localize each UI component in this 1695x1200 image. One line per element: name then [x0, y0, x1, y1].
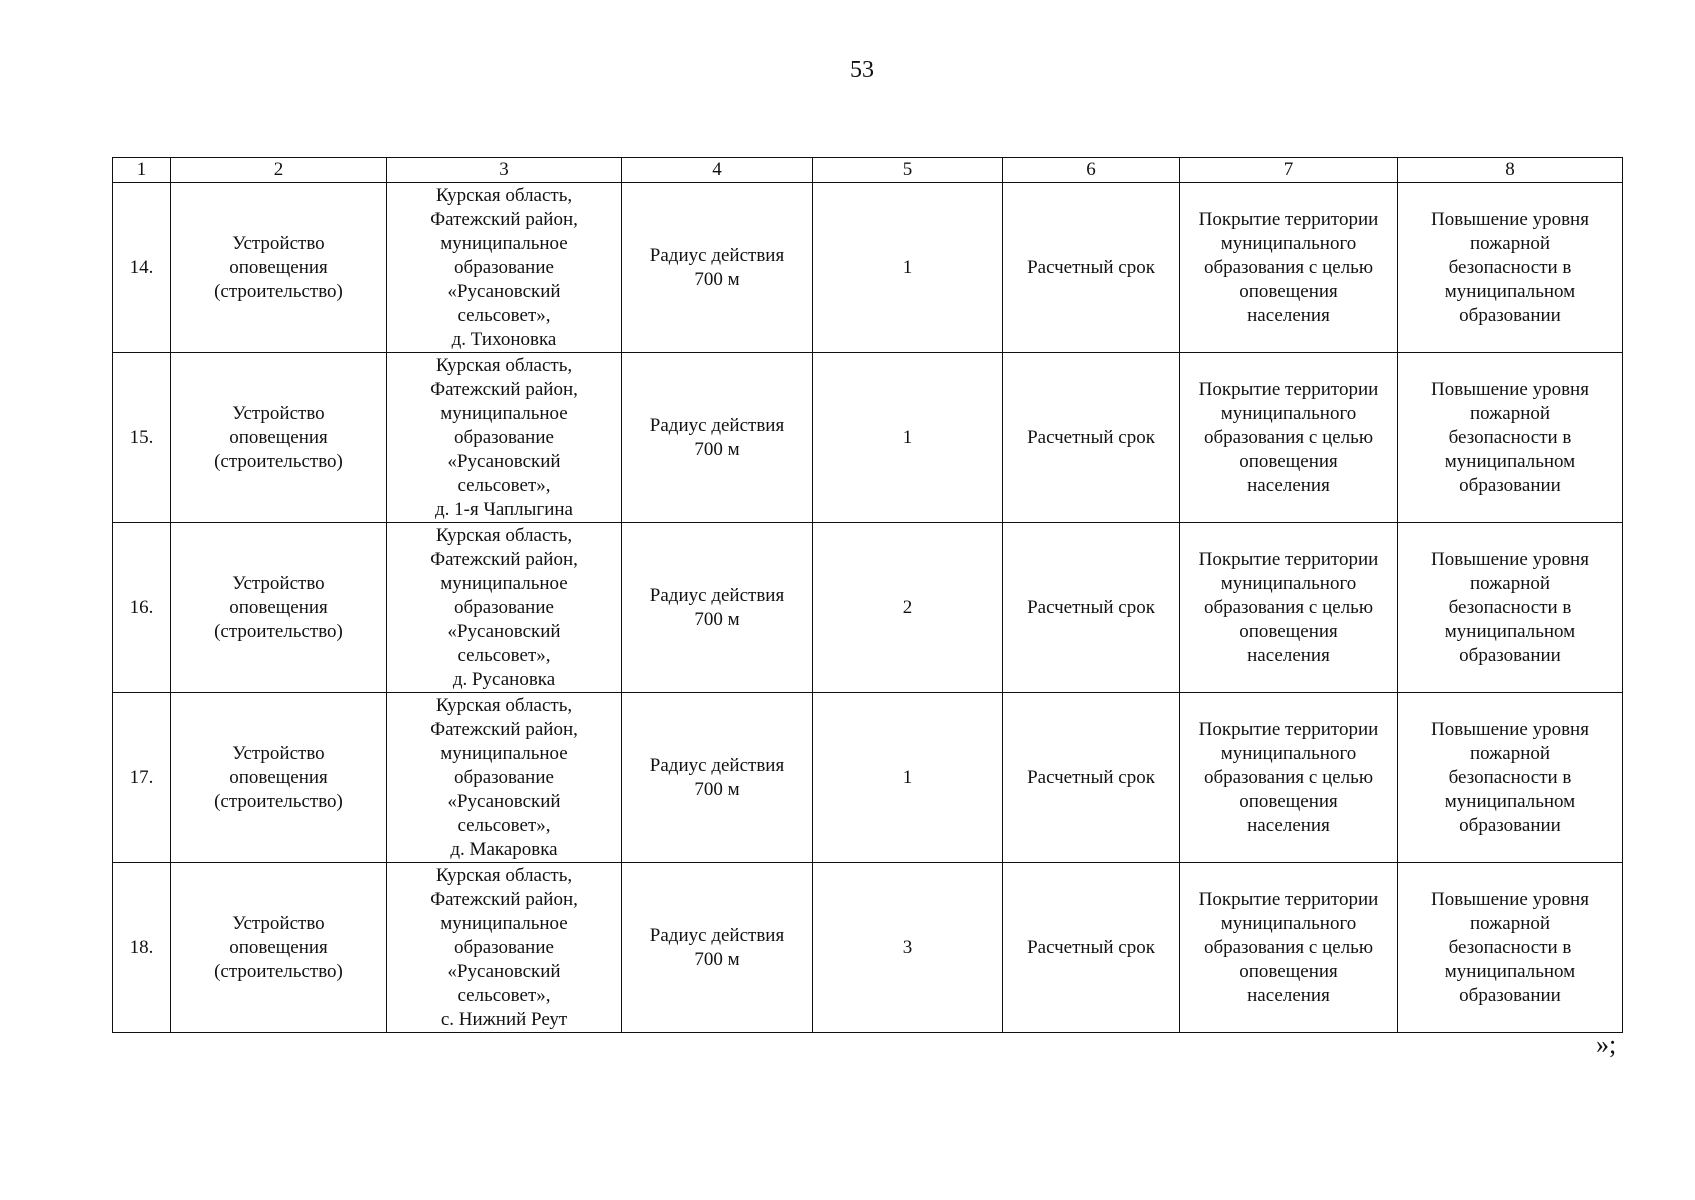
measures-table: [112, 157, 1623, 1033]
row-number: 17.: [113, 693, 171, 863]
row-number: 16.: [113, 523, 171, 693]
quantity: 1: [813, 353, 1003, 523]
column-number: 6: [1003, 158, 1180, 183]
characteristic: Радиус действия 700 м: [622, 523, 813, 693]
row-number: 18.: [113, 863, 171, 1033]
location: Курская область, Фатежский район, муниципальное образование «Русановский сельсовет», д. Русановка: [387, 523, 622, 693]
purpose: Покрытие территории муниципального образования с целью оповещения населения: [1180, 523, 1398, 693]
characteristic: Радиус действия 700 м: [622, 693, 813, 863]
expected-effect: Повышение уровня пожарной безопасности в муниципальном образовании: [1398, 353, 1623, 523]
column-number: 4: [622, 158, 813, 183]
characteristic: Радиус действия 700 м: [622, 183, 813, 353]
column-number: 8: [1398, 158, 1623, 183]
table-row: [113, 353, 1623, 523]
row-number: 14.: [113, 183, 171, 353]
purpose: Покрытие территории муниципального образования с целью оповещения населения: [1180, 863, 1398, 1033]
quantity: 2: [813, 523, 1003, 693]
location: Курская область, Фатежский район, муниципальное образование «Русановский сельсовет», с. Нижний Реут: [387, 863, 622, 1033]
column-number: 1: [113, 158, 171, 183]
table-header: [113, 158, 1623, 183]
table-row: [113, 523, 1623, 693]
purpose: Покрытие территории муниципального образования с целью оповещения населения: [1180, 693, 1398, 863]
column-number: 2: [171, 158, 387, 183]
measure-name: Устройство оповещения (строительство): [171, 353, 387, 523]
column-number: 3: [387, 158, 622, 183]
table-row: [113, 693, 1623, 863]
expected-effect: Повышение уровня пожарной безопасности в муниципальном образовании: [1398, 523, 1623, 693]
measure-name: Устройство оповещения (строительство): [171, 523, 387, 693]
location: Курская область, Фатежский район, муниципальное образование «Русановский сельсовет», д. 1-я Чаплыгина: [387, 353, 622, 523]
location: Курская область, Фатежский район, муниципальное образование «Русановский сельсовет», д. Тихоновка: [387, 183, 622, 353]
characteristic: Радиус действия 700 м: [622, 863, 813, 1033]
implementation-term: Расчетный срок: [1003, 863, 1180, 1033]
closing-quote-mark: »;: [1596, 1030, 1617, 1059]
purpose: Покрытие территории муниципального образования с целью оповещения населения: [1180, 183, 1398, 353]
characteristic: Радиус действия 700 м: [622, 353, 813, 523]
quantity: 1: [813, 693, 1003, 863]
column-number-row: [113, 158, 1623, 183]
expected-effect: Повышение уровня пожарной безопасности в муниципальном образовании: [1398, 863, 1623, 1033]
column-number: 5: [813, 158, 1003, 183]
column-number: 7: [1180, 158, 1398, 183]
measure-name: Устройство оповещения (строительство): [171, 693, 387, 863]
measure-name: Устройство оповещения (строительство): [171, 863, 387, 1033]
purpose: Покрытие территории муниципального образования с целью оповещения населения: [1180, 353, 1398, 523]
table-body: [113, 183, 1623, 1033]
implementation-term: Расчетный срок: [1003, 353, 1180, 523]
expected-effect: Повышение уровня пожарной безопасности в муниципальном образовании: [1398, 693, 1623, 863]
measure-name: Устройство оповещения (строительство): [171, 183, 387, 353]
implementation-term: Расчетный срок: [1003, 523, 1180, 693]
table-row: [113, 183, 1623, 353]
row-number: 15.: [113, 353, 171, 523]
table-row: [113, 863, 1623, 1033]
implementation-term: Расчетный срок: [1003, 183, 1180, 353]
quantity: 3: [813, 863, 1003, 1033]
expected-effect: Повышение уровня пожарной безопасности в муниципальном образовании: [1398, 183, 1623, 353]
page-number: 53: [850, 57, 874, 83]
implementation-term: Расчетный срок: [1003, 693, 1180, 863]
location: Курская область, Фатежский район, муниципальное образование «Русановский сельсовет», д. Макаровка: [387, 693, 622, 863]
quantity: 1: [813, 183, 1003, 353]
